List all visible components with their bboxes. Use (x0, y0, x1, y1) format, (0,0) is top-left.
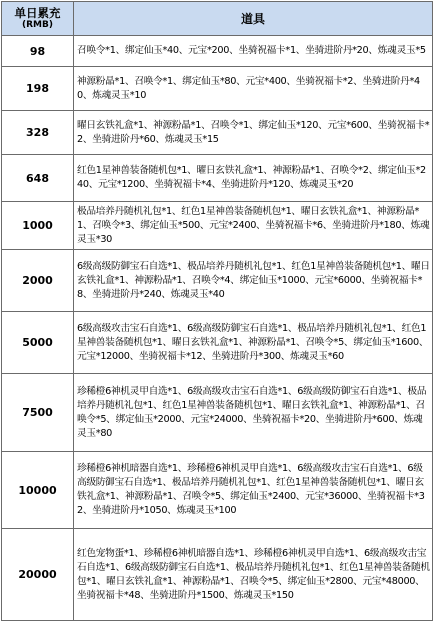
reward-items: 红色1星神兽装备随机包*1、曜日玄铁礼盒*1、神源粉晶*1、召唤令*2、绑定仙玉*240、元宝*1200、坐骑祝福卡*4、坐骑进阶丹*120、炼魂灵玉*20 (74, 155, 433, 202)
recharge-amount: 10000 (2, 452, 74, 529)
recharge-amount: 98 (2, 36, 74, 67)
reward-items: 极品培养丹随机礼包*1、红色1星神兽装备随机包*1、曜日玄铁礼盒*1、神源粉晶*1、召唤令*3、绑定仙玉*500、元宝*2400、坐骑祝福卡*6、坐骑进阶丹*180、炼魂灵玉*30 (74, 202, 433, 250)
header-amount-unit: (RMB) (22, 19, 53, 30)
header-amount-title: 单日累充 (14, 5, 61, 20)
recharge-amount: 20000 (2, 529, 74, 621)
recharge-amount: 198 (2, 67, 74, 111)
recharge-amount: 1000 (2, 202, 74, 250)
recharge-amount: 2000 (2, 250, 74, 312)
reward-items: 珍稀橙6神机灵甲自选*1、6级高级攻击宝石自选*1、6级高级防御宝石自选*1、极品培养丹随机礼包*1、红色1星神兽装备随机包*1、曜日玄铁礼盒*1、神源粉晶*1、召唤令*5、绑定仙玉*2000、元宝*24000、坐骑祝福卡*20、坐骑进阶丹*600、炼魂灵玉*80 (74, 374, 433, 452)
table-row (2, 67, 433, 111)
recharge-amount: 7500 (2, 374, 74, 452)
table-row (2, 374, 433, 452)
header-daily-recharge (2, 2, 74, 36)
table-row (2, 250, 433, 312)
reward-items: 召唤令*1、绑定仙玉*40、元宝*200、坐骑祝福卡*1、坐骑进阶丹*20、炼魂灵玉*5 (74, 36, 433, 67)
reward-items: 6级高级防御宝石自选*1、极品培养丹随机礼包*1、红色1星神兽装备随机包*1、曜日玄铁礼盒*1、神源粉晶*1、召唤令*4、绑定仙玉*1000、元宝*6000、坐骑祝福卡*8、坐骑进阶丹*240、炼魂灵玉*40 (74, 250, 433, 312)
table-row (2, 312, 433, 374)
reward-items: 曜日玄铁礼盒*1、神源粉晶*1、召唤令*1、绑定仙玉*120、元宝*600、坐骑祝福卡*2、坐骑进阶丹*60、炼魂灵玉*15 (74, 111, 433, 155)
table-row (2, 155, 433, 202)
table-row (2, 111, 433, 155)
recharge-amount: 328 (2, 111, 74, 155)
table-row (2, 529, 433, 621)
header-items: 道具 (74, 2, 433, 36)
reward-items: 6级高级攻击宝石自选*1、6级高级防御宝石自选*1、极品培养丹随机礼包*1、红色1星神兽装备随机包*1、曜日玄铁礼盒*1、神源粉晶*1、召唤令*5、绑定仙玉*1600、元宝*12000、坐骑祝福卡*12、坐骑进阶丹*300、炼魂灵玉*60 (74, 312, 433, 374)
recharge-reward-table (1, 1, 433, 621)
table-row (2, 452, 433, 529)
reward-items: 红色宠物蛋*1、珍稀橙6神机暗器自选*1、珍稀橙6神机灵甲自选*1、6级高级攻击宝石自选*1、6级高级防御宝石自选*1、极品培养丹随机礼包*1、红色1星神兽装备随机包*1、曜日玄铁礼盒*1、神源粉晶*1、召唤令*5、绑定仙玉*2800、元宝*48000、坐骑祝福卡*48、坐骑进阶丹*1500、炼魂灵玉*150 (74, 529, 433, 621)
reward-items: 珍稀橙6神机暗器自选*1、珍稀橙6神机灵甲自选*1、6级高级攻击宝石自选*1、6级高级防御宝石自选*1、极品培养丹随机礼包*1、红色1星神兽装备随机包*1、曜日玄铁礼盒*1、神源粉晶*1、召唤令*5、绑定仙玉*2400、元宝*36000、坐骑祝福卡*32、坐骑进阶丹*1050、炼魂灵玉*100 (74, 452, 433, 529)
table-row (2, 202, 433, 250)
reward-items: 神源粉晶*1、召唤令*1、绑定仙玉*80、元宝*400、坐骑祝福卡*2、坐骑进阶丹*40、炼魂灵玉*10 (74, 67, 433, 111)
table-row (2, 36, 433, 67)
table-header-row (2, 2, 433, 36)
recharge-amount: 5000 (2, 312, 74, 374)
recharge-amount: 648 (2, 155, 74, 202)
